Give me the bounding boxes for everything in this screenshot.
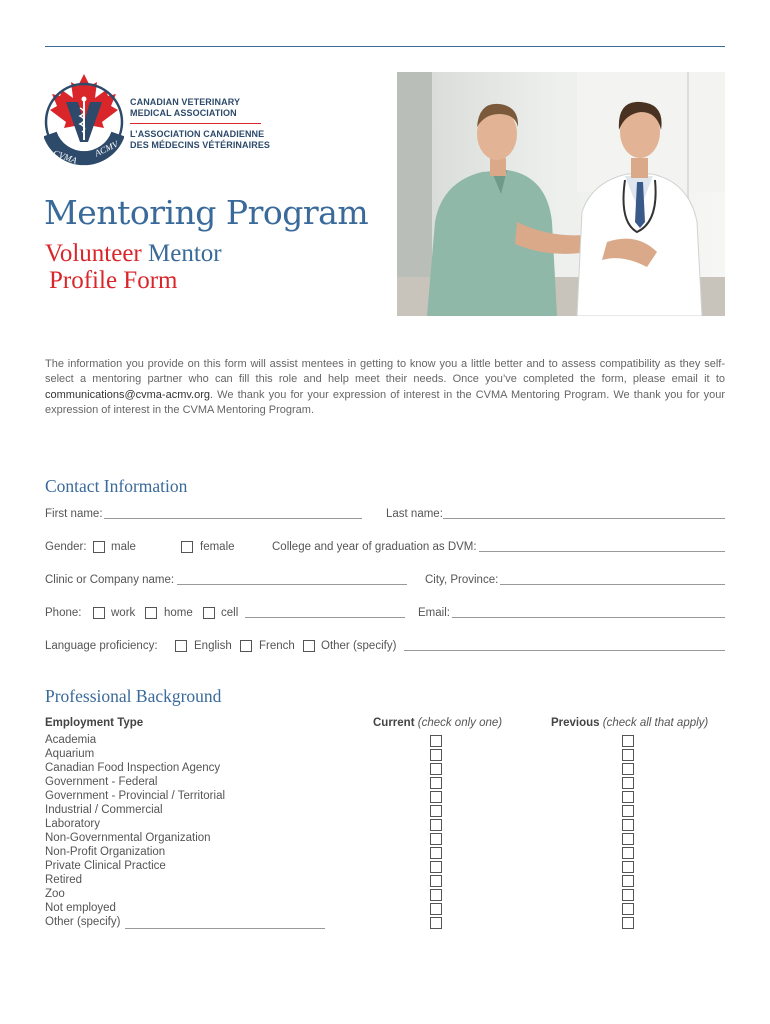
org-name-en-1: CANADIAN VETERINARY	[130, 97, 241, 107]
employment-type-label: Industrial / Commercial	[45, 804, 163, 816]
phone-home-checkbox[interactable]	[145, 607, 157, 619]
employment-type-label: Canadian Food Inspection Agency	[45, 762, 221, 774]
contact-info-heading: Contact Information	[45, 476, 188, 496]
employment-type-label: Other (specify)	[45, 916, 121, 928]
employment-type-label: Academia	[45, 734, 97, 746]
previous-employment-checkbox[interactable]	[622, 847, 634, 859]
phone-home-label: home	[164, 607, 193, 619]
gender-female-label: female	[200, 541, 235, 553]
language-english-label: English	[194, 640, 232, 652]
previous-employment-checkbox[interactable]	[622, 791, 634, 803]
current-note: (check only one)	[417, 717, 503, 729]
mentoring-photo	[397, 72, 725, 316]
language-french-checkbox[interactable]	[240, 640, 252, 652]
logo-acmv-text: ACMV	[93, 138, 120, 159]
previous-employment-checkbox[interactable]	[622, 903, 634, 915]
phone-cell-checkbox[interactable]	[203, 607, 215, 619]
current-column-header	[373, 717, 502, 729]
employment-type-label: Laboratory	[45, 818, 100, 830]
first-name-field[interactable]	[104, 518, 362, 519]
other-employment-field[interactable]	[125, 928, 325, 929]
clinic-label: Clinic or Company name:	[45, 574, 175, 586]
current-employment-checkbox[interactable]	[430, 875, 442, 887]
subtitle-volunteer: Volunteer	[45, 240, 142, 267]
previous-employment-checkbox[interactable]	[622, 833, 634, 845]
previous-column-header	[551, 717, 708, 729]
intro-paragraph	[45, 357, 725, 418]
previous-employment-checkbox[interactable]	[622, 917, 634, 929]
current-employment-checkbox[interactable]	[430, 749, 442, 761]
current-employment-checkbox[interactable]	[430, 861, 442, 873]
subtitle-mentor: Mentor	[148, 240, 222, 267]
previous-employment-checkbox[interactable]	[622, 861, 634, 873]
employment-type-header	[45, 717, 143, 729]
employment-type-title: Employment Type	[45, 717, 144, 729]
employment-type-label: Zoo	[45, 888, 65, 900]
contact-email-link[interactable]: communications@cvma-acmv.org	[45, 388, 211, 401]
previous-employment-checkbox[interactable]	[622, 875, 634, 887]
employment-type-label: Government - Federal	[45, 776, 158, 788]
gender-female-checkbox[interactable]	[181, 541, 193, 553]
college-label: College and year of graduation as DVM:	[272, 541, 477, 553]
previous-employment-checkbox[interactable]	[622, 889, 634, 901]
email-label: Email:	[418, 607, 450, 619]
intro-text-before: The information you provide on this form will assist mentees in getting to know you a little better and to assess compatibility as they self-select a mentoring partner who can fill this role and help meet their needs. Once you’ve completed the form, please email it to	[45, 358, 725, 386]
language-label: Language proficiency:	[45, 640, 158, 652]
current-employment-checkbox[interactable]	[430, 791, 442, 803]
current-employment-checkbox[interactable]	[430, 889, 442, 901]
form-subtitle-line1	[45, 240, 222, 268]
current-employment-checkbox[interactable]	[430, 847, 442, 859]
language-other-label: Other (specify)	[321, 640, 397, 652]
current-employment-checkbox[interactable]	[430, 833, 442, 845]
previous-note: (check all that apply)	[602, 717, 709, 729]
language-french-label: French	[259, 640, 295, 652]
current-employment-checkbox[interactable]	[430, 735, 442, 747]
previous-employment-checkbox[interactable]	[622, 735, 634, 747]
previous-employment-checkbox[interactable]	[622, 749, 634, 761]
phone-cell-label: cell	[221, 607, 239, 619]
previous-employment-checkbox[interactable]	[622, 763, 634, 775]
language-other-checkbox[interactable]	[303, 640, 315, 652]
current-title: Current	[373, 717, 415, 729]
email-field[interactable]	[452, 617, 725, 618]
previous-employment-checkbox[interactable]	[622, 777, 634, 789]
professional-background-heading: Professional Background	[45, 686, 222, 706]
previous-title: Previous	[551, 717, 600, 729]
page-title: Mentoring Program	[44, 193, 369, 232]
city-field[interactable]	[500, 584, 725, 585]
city-label: City, Province:	[425, 574, 499, 586]
current-employment-checkbox[interactable]	[430, 917, 442, 929]
current-employment-checkbox[interactable]	[430, 763, 442, 775]
employment-type-label: Aquarium	[45, 748, 95, 760]
language-english-checkbox[interactable]	[175, 640, 187, 652]
first-name-label: First name:	[45, 508, 103, 520]
college-field[interactable]	[479, 551, 725, 552]
previous-employment-checkbox[interactable]	[622, 805, 634, 817]
employment-type-label: Retired	[45, 874, 83, 886]
last-name-field[interactable]	[443, 518, 725, 519]
employment-type-label: Non-Governmental Organization	[45, 832, 211, 844]
org-divider	[130, 123, 261, 124]
gender-label: Gender:	[45, 541, 87, 553]
org-name-fr-1: L’ASSOCIATION CANADIENNE	[130, 129, 265, 139]
current-employment-checkbox[interactable]	[430, 805, 442, 817]
language-other-field[interactable]	[404, 650, 725, 651]
employment-type-label: Government - Provincial / Territorial	[45, 790, 226, 802]
employment-type-label: Private Clinical Practice	[45, 860, 166, 872]
form-subtitle-line2: Profile Form	[49, 267, 178, 294]
current-employment-checkbox[interactable]	[430, 777, 442, 789]
phone-label: Phone:	[45, 607, 82, 619]
header-rule	[45, 46, 725, 47]
phone-work-label: work	[111, 607, 136, 619]
clinic-field[interactable]	[177, 584, 407, 585]
gender-male-checkbox[interactable]	[93, 541, 105, 553]
employment-type-label: Non-Profit Organization	[45, 846, 166, 858]
logo-cvma-text: CVMA	[51, 147, 79, 166]
previous-employment-checkbox[interactable]	[622, 819, 634, 831]
current-employment-checkbox[interactable]	[430, 903, 442, 915]
phone-work-checkbox[interactable]	[93, 607, 105, 619]
intro-text-after: . We thank you for your expression of interest in the CVMA Mentoring Program. We thank you for your expression of interest in the CVMA Mentoring Program.	[45, 388, 725, 416]
org-name-fr-2: DES MÉDECINS VÉTÉRINAIRES	[130, 139, 271, 150]
last-name-label: Last name:	[386, 508, 443, 520]
organization-name	[130, 97, 270, 150]
gender-male-label: male	[111, 541, 136, 553]
org-name-en-2: MEDICAL ASSOCIATION	[130, 107, 237, 118]
employment-type-label: Not employed	[45, 902, 116, 914]
cvma-logo	[44, 72, 124, 172]
current-employment-checkbox[interactable]	[430, 819, 442, 831]
phone-field[interactable]	[245, 617, 405, 618]
